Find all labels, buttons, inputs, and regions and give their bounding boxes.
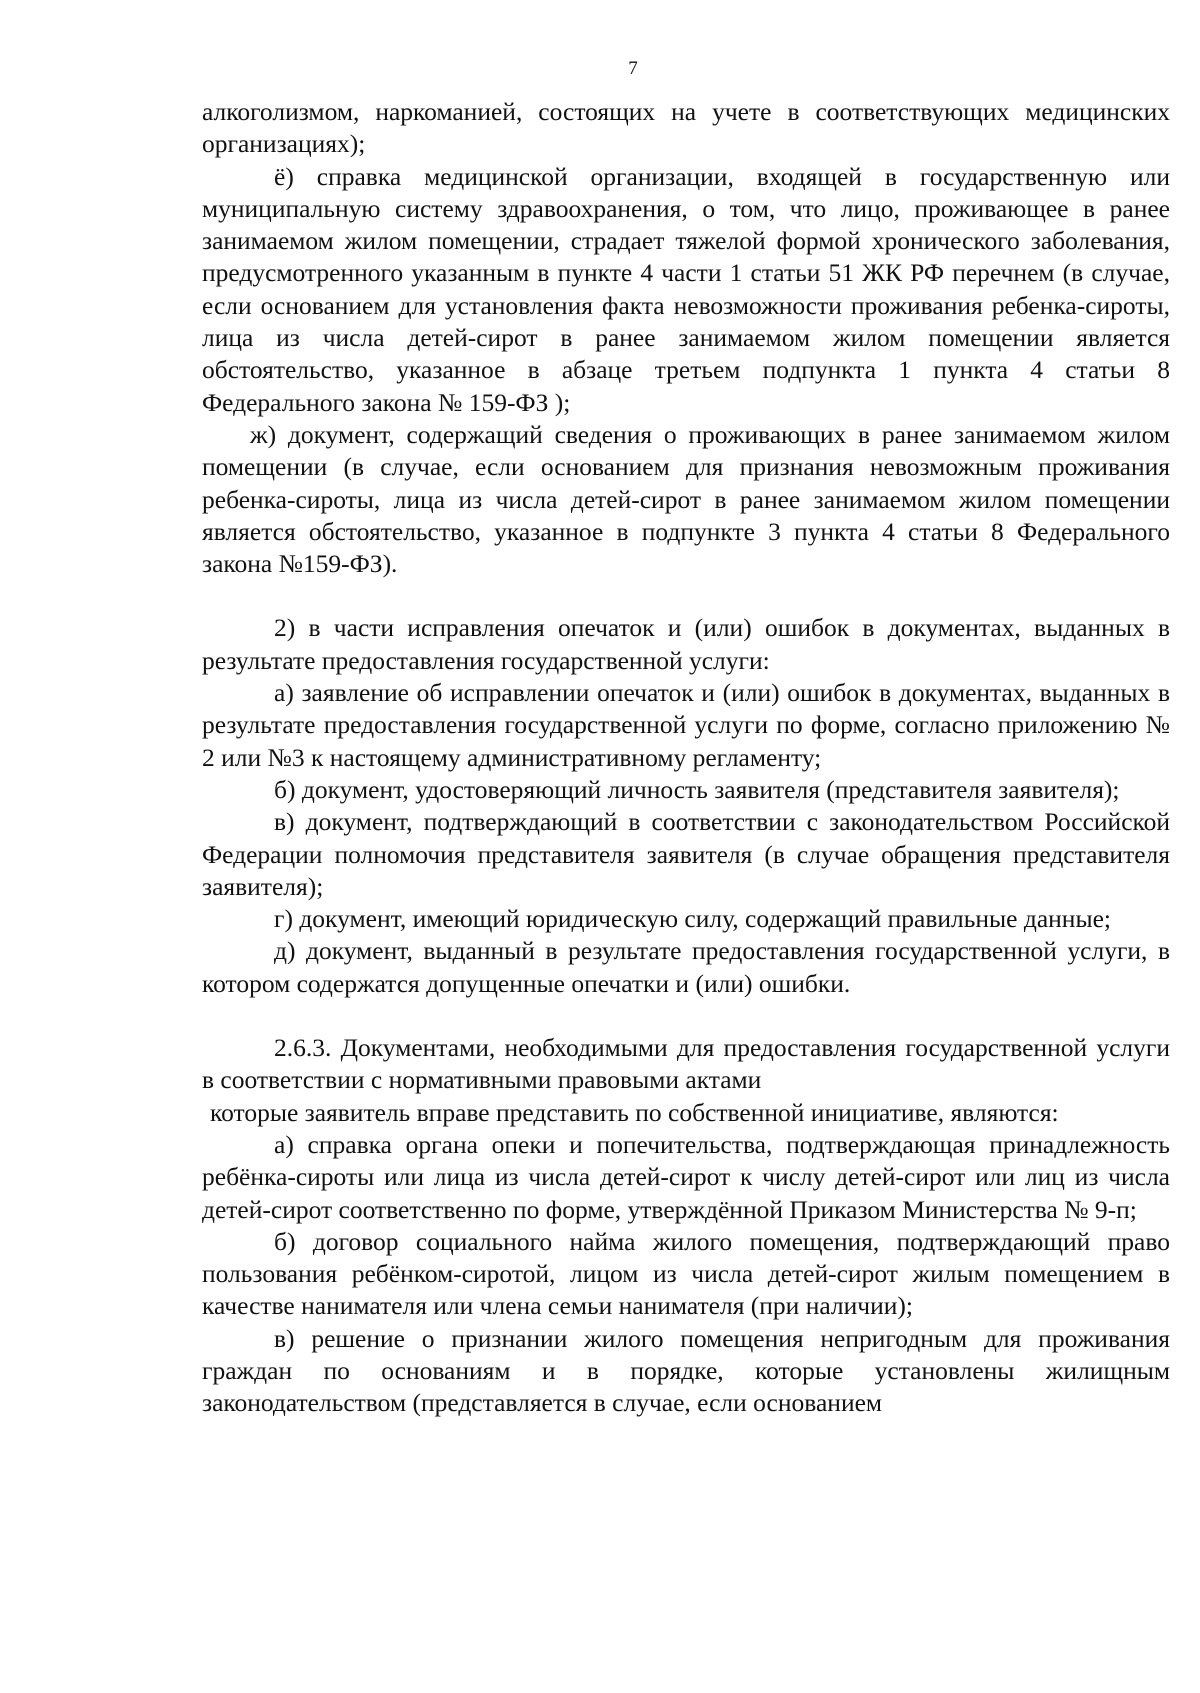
paragraph-optional-item-b: б) договор социального найма жилого помещения, подтверждающий право пользования ребёнком-сиротой, лицом из числа детей-сирот жилым помещением в качестве нанимателя или члена семьи нанимателя (при наличии); [202, 1226, 1170, 1321]
paragraph-item-zh: ж) документ, содержащий сведения о проживающих в ранее занимаемом жилом помещении (в случае, если основанием для признания невозможным проживания ребенка-сироты, лица из числа детей-сирот в ранее занимаемом жилом помещении является обстоятельство, указанное в подпункте 3 пункта 4 статьи 8 Федерального закона №159-ФЗ). [202, 419, 1170, 579]
paragraph-item-v: в) документ, подтверждающий в соответствии с законодательством Российской Федерации полномочия представителя заявителя (в случае обращения представителя заявителя); [202, 807, 1170, 901]
paragraph-section-2-6-3: 2.6.3. Документами, необходимыми для предоставления государственной услуги в соответствии с нормативными правовыми актами [202, 1033, 1170, 1095]
paragraph-item-yo: ё) справка медицинской организации, входящей в государственную или муниципальную систему здравоохранения, о том, что лицо, проживающее в ранее занимаемом жилом помещении, страдает тяжелой формой хронического заболевания, предусмотренного указанным в пункте 4 части 1 статьи 51 ЖК РФ перечнем (в случае, если основанием для установления факта невозможности проживания ребенка-сироты, лица из числа детей-сирот в ранее занимаемом жилом помещении является обстоятельство, указанное в абзаце третьем подпункта 1 пункта 4 статьи 8 Федерального закона № 159-ФЗ ); [202, 161, 1170, 417]
paragraph-continuation: алкоголизмом, наркоманией, состоящих на учете в соответствующих медицинских организациях); [202, 97, 1170, 159]
page-number: 7 [628, 58, 638, 79]
paragraph-optional-item-v: в) решение о признании жилого помещения непригодным для проживания граждан по основаниям и в порядке, которые установлены жилищным законодательством (представляется в случае, если основанием [202, 1323, 1170, 1418]
paragraph-item-d: д) документ, выданный в результате предоставления государственной услуги, в котором содержатся допущенные опечатки и (или) ошибки. [202, 936, 1170, 998]
paragraph-item-b: б) документ, удостоверяющий личность заявителя (представителя заявителя); [274, 774, 1120, 804]
paragraph-item-g: г) документ, имеющий юридическую силу, содержащий правильные данные; [274, 904, 1111, 934]
document-body [202, 96, 1170, 1420]
paragraph-section-2-6-3-continued: которые заявитель вправе представить по собственной инициативе, являются: [210, 1097, 1059, 1127]
paragraph-item-a: а) заявление об исправлении опечаток и (или) ошибок в документах, выданных в результате предоставления государственной услуги по форме, согласно приложению № 2 или №3 к настоящему административному регламенту; [202, 678, 1170, 772]
paragraph-optional-item-a: а) справка органа опеки и попечительства, подтверждающая принадлежность ребёнка-сироты или лица из числа детей-сирот к числу детей-сирот или лиц из числа детей-сирот соответственно по форме, утверждённой Приказом Министерства № 9-п; [202, 1129, 1170, 1224]
paragraph-section-2: 2) в части исправления опечаток и (или) ошибок в документах, выданных в результате предоставления государственной услуги: [202, 613, 1170, 675]
